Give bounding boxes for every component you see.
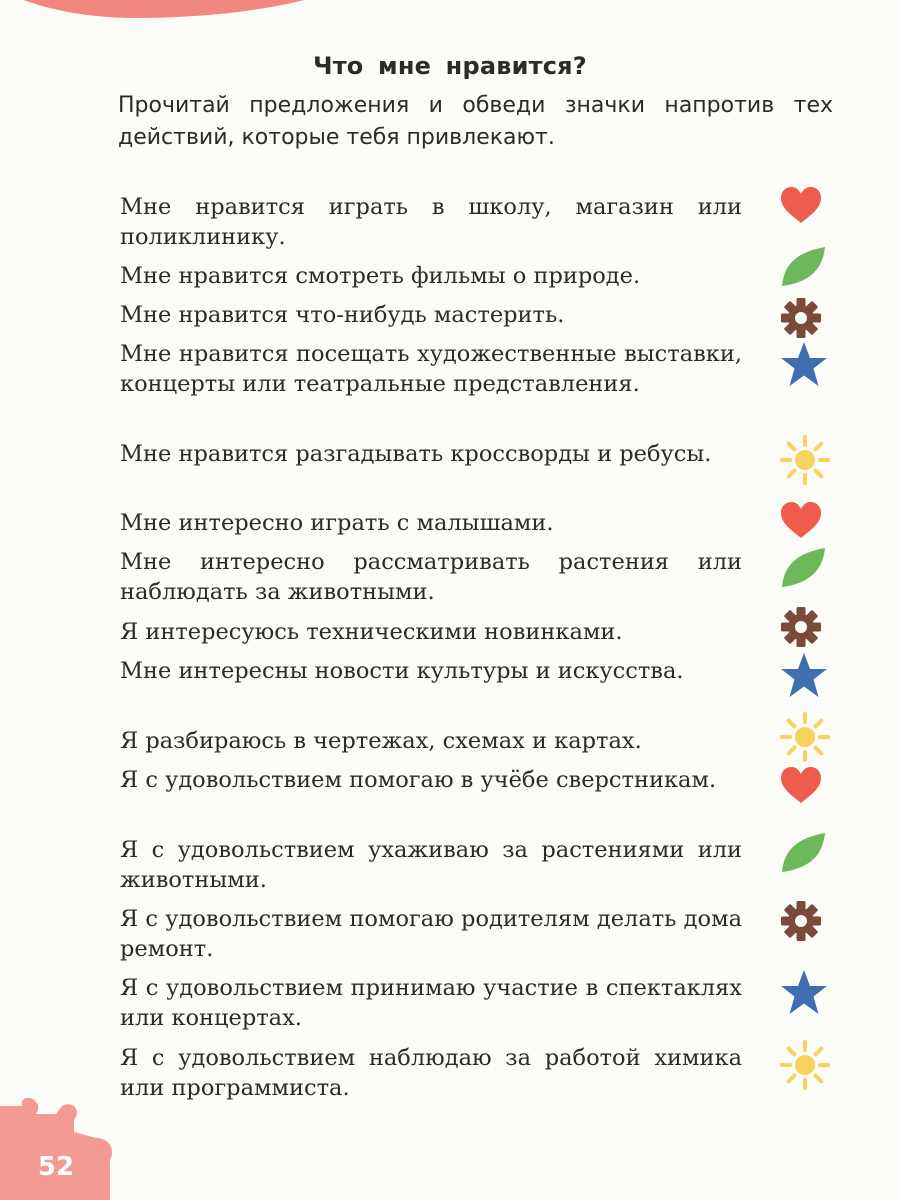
star-icon[interactable]	[779, 968, 829, 1016]
heart-icon[interactable]	[779, 765, 823, 805]
sun-icon[interactable]	[780, 435, 830, 485]
star-icon[interactable]	[779, 651, 829, 699]
statement-3: Мне нравится что-нибудь мастерить.	[120, 302, 565, 328]
page-number: 52	[37, 1152, 75, 1182]
decorative-top-arc	[0, 0, 400, 18]
statement-14: Я с удовольствием принимаю участие в спектаклях или концертах.	[120, 975, 742, 1031]
heart-icon[interactable]	[779, 185, 823, 225]
puzzle-piece-icon	[0, 1098, 130, 1200]
leaf-icon[interactable]	[779, 244, 827, 288]
statement-6: Мне интересно играть с малышами.	[120, 510, 554, 536]
statement-7: Мне интересно рассматривать растения или наблюдать за животными.	[120, 549, 742, 605]
instruction-text: Прочитай предложения и обведи значки напротив тех действий, которые тебя привлекают.	[118, 93, 833, 150]
statement-1: Мне нравится играть в школу, магазин или поликлинику.	[120, 194, 742, 250]
statement-13: Я с удовольствием помогаю родителям делать дома ремонт.	[120, 906, 742, 962]
gear-icon[interactable]	[780, 606, 822, 648]
statement-4: Мне нравится посещать художественные выставки, концерты или театральные представления.	[120, 341, 742, 397]
statement-2: Мне нравится смотреть фильмы о природе.	[120, 263, 641, 289]
star-icon[interactable]	[779, 340, 829, 388]
leaf-icon[interactable]	[779, 830, 827, 874]
statement-9: Мне интересны новости культуры и искусства.	[120, 658, 684, 684]
heart-icon[interactable]	[779, 500, 823, 540]
gear-icon[interactable]	[780, 900, 822, 942]
statement-15: Я с удовольствием наблюдаю за работой химика или программиста.	[120, 1045, 742, 1101]
sun-icon[interactable]	[780, 712, 830, 762]
statement-5: Мне нравится разгадывать кроссворды и ребусы.	[120, 441, 712, 467]
sun-icon[interactable]	[780, 1040, 830, 1090]
statement-12: Я с удовольствием ухаживаю за растениями или животными.	[120, 837, 742, 893]
statement-11: Я с удовольствием помогаю в учёбе сверстникам.	[120, 767, 717, 793]
gear-icon[interactable]	[780, 297, 822, 339]
page-title: Что мне нравится?	[313, 52, 587, 80]
leaf-icon[interactable]	[779, 545, 827, 589]
statement-8: Я интересуюсь техническими новинками.	[120, 619, 623, 645]
statement-10: Я разбираюсь в чертежах, схемах и картах.	[120, 728, 642, 754]
